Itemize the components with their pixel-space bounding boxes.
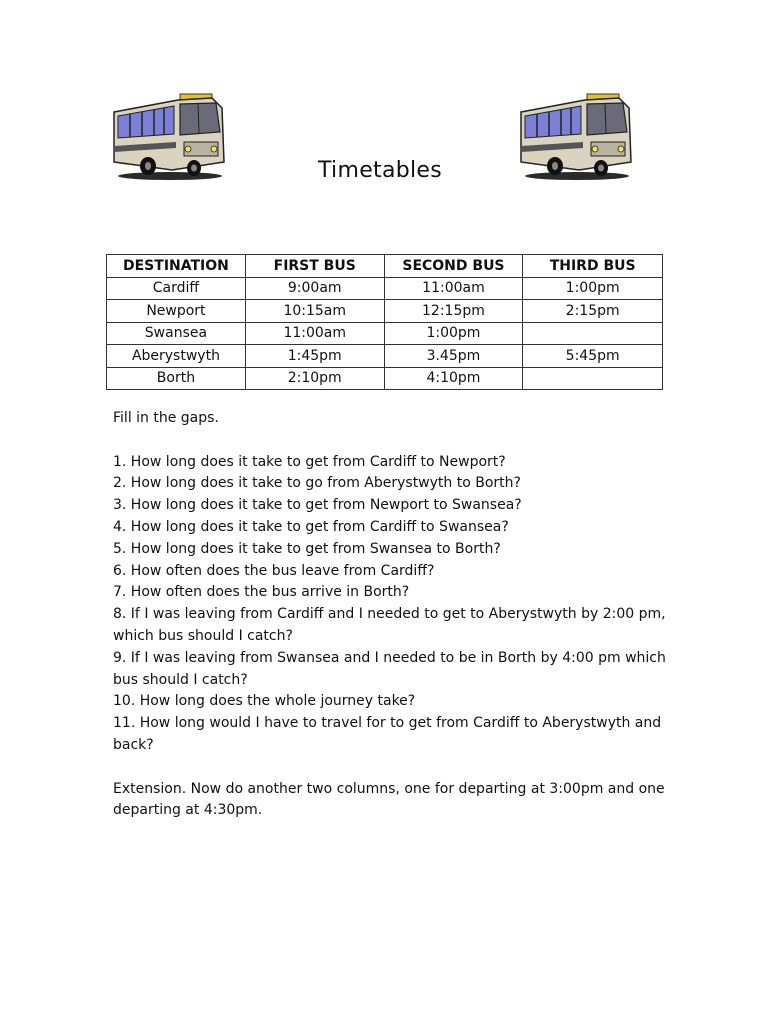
- page-title: Timetables: [317, 158, 443, 183]
- table-cell: 2:10pm: [245, 367, 384, 390]
- question-item: 11. How long would I have to travel for to get from Cardiff to Aberystwyth and back?: [113, 715, 662, 753]
- table-row: [107, 367, 663, 390]
- table-cell: Newport: [107, 300, 246, 323]
- instruction-text: Fill in the gaps.: [113, 410, 219, 426]
- table-cell: Borth: [107, 367, 246, 390]
- column-header: FIRST BUS: [245, 255, 384, 278]
- table-row: [107, 300, 663, 323]
- table-cell: 5:45pm: [523, 345, 663, 368]
- table-cell: 9:00am: [245, 277, 384, 300]
- table-cell: 1:45pm: [245, 345, 384, 368]
- table-cell: 1:00pm: [384, 322, 523, 345]
- extension-text: Extension. Now do another two columns, one for departing at 3:00pm and one departing at 4:30pm.: [113, 780, 665, 819]
- table-row: [107, 345, 663, 368]
- question-item: 9. If I was leaving from Swansea and I needed to be in Borth by 4:00 pm which bus should I catch?: [113, 649, 666, 688]
- timetable: [106, 254, 663, 390]
- question-item: 10. How long does the whole journey take?: [113, 693, 416, 710]
- table-cell: 4:10pm: [384, 367, 523, 390]
- table-cell: 1:00pm: [523, 277, 663, 300]
- table-cell: 10:15am: [245, 300, 384, 323]
- table-row: [107, 277, 663, 300]
- table-header-row: [107, 255, 663, 278]
- table-cell: [523, 322, 663, 345]
- column-header: SECOND BUS: [384, 255, 523, 278]
- table-cell: 11:00am: [384, 277, 523, 300]
- column-header: DESTINATION: [107, 255, 246, 278]
- question-item: 7. How often does the bus arrive in Borth?: [113, 584, 410, 601]
- table-cell: [523, 367, 663, 390]
- table-row: [107, 322, 663, 345]
- table-cell: 2:15pm: [523, 300, 663, 323]
- question-item: 3. How long does it take to get from Newport to Swansea?: [113, 497, 522, 514]
- table-cell: Aberystwyth: [107, 345, 246, 368]
- table-cell: 11:00am: [245, 322, 384, 345]
- question-item: 4. How long does it take to get from Cardiff to Swansea?: [113, 518, 509, 535]
- table-cell: 12:15pm: [384, 300, 523, 323]
- question-item: 2. How long does it take to go from Aberystwyth to Borth?: [113, 475, 521, 492]
- question-item: 8. If I was leaving from Cardiff and I needed to get to Aberystwyth by 2:00 pm, which bus should I catch?: [113, 606, 666, 644]
- worksheet-body: [113, 408, 673, 822]
- question-item: 5. How long does it take to get from Swansea to Borth?: [113, 540, 501, 557]
- column-header: THIRD BUS: [523, 255, 663, 278]
- question-item: 1. How long does it take to get from Cardiff to Newport?: [113, 453, 506, 470]
- table-cell: 3.45pm: [384, 345, 523, 368]
- table-cell: Cardiff: [107, 277, 246, 300]
- table-cell: Swansea: [107, 322, 246, 345]
- question-item: 6. How often does the bus leave from Cardiff?: [113, 562, 435, 579]
